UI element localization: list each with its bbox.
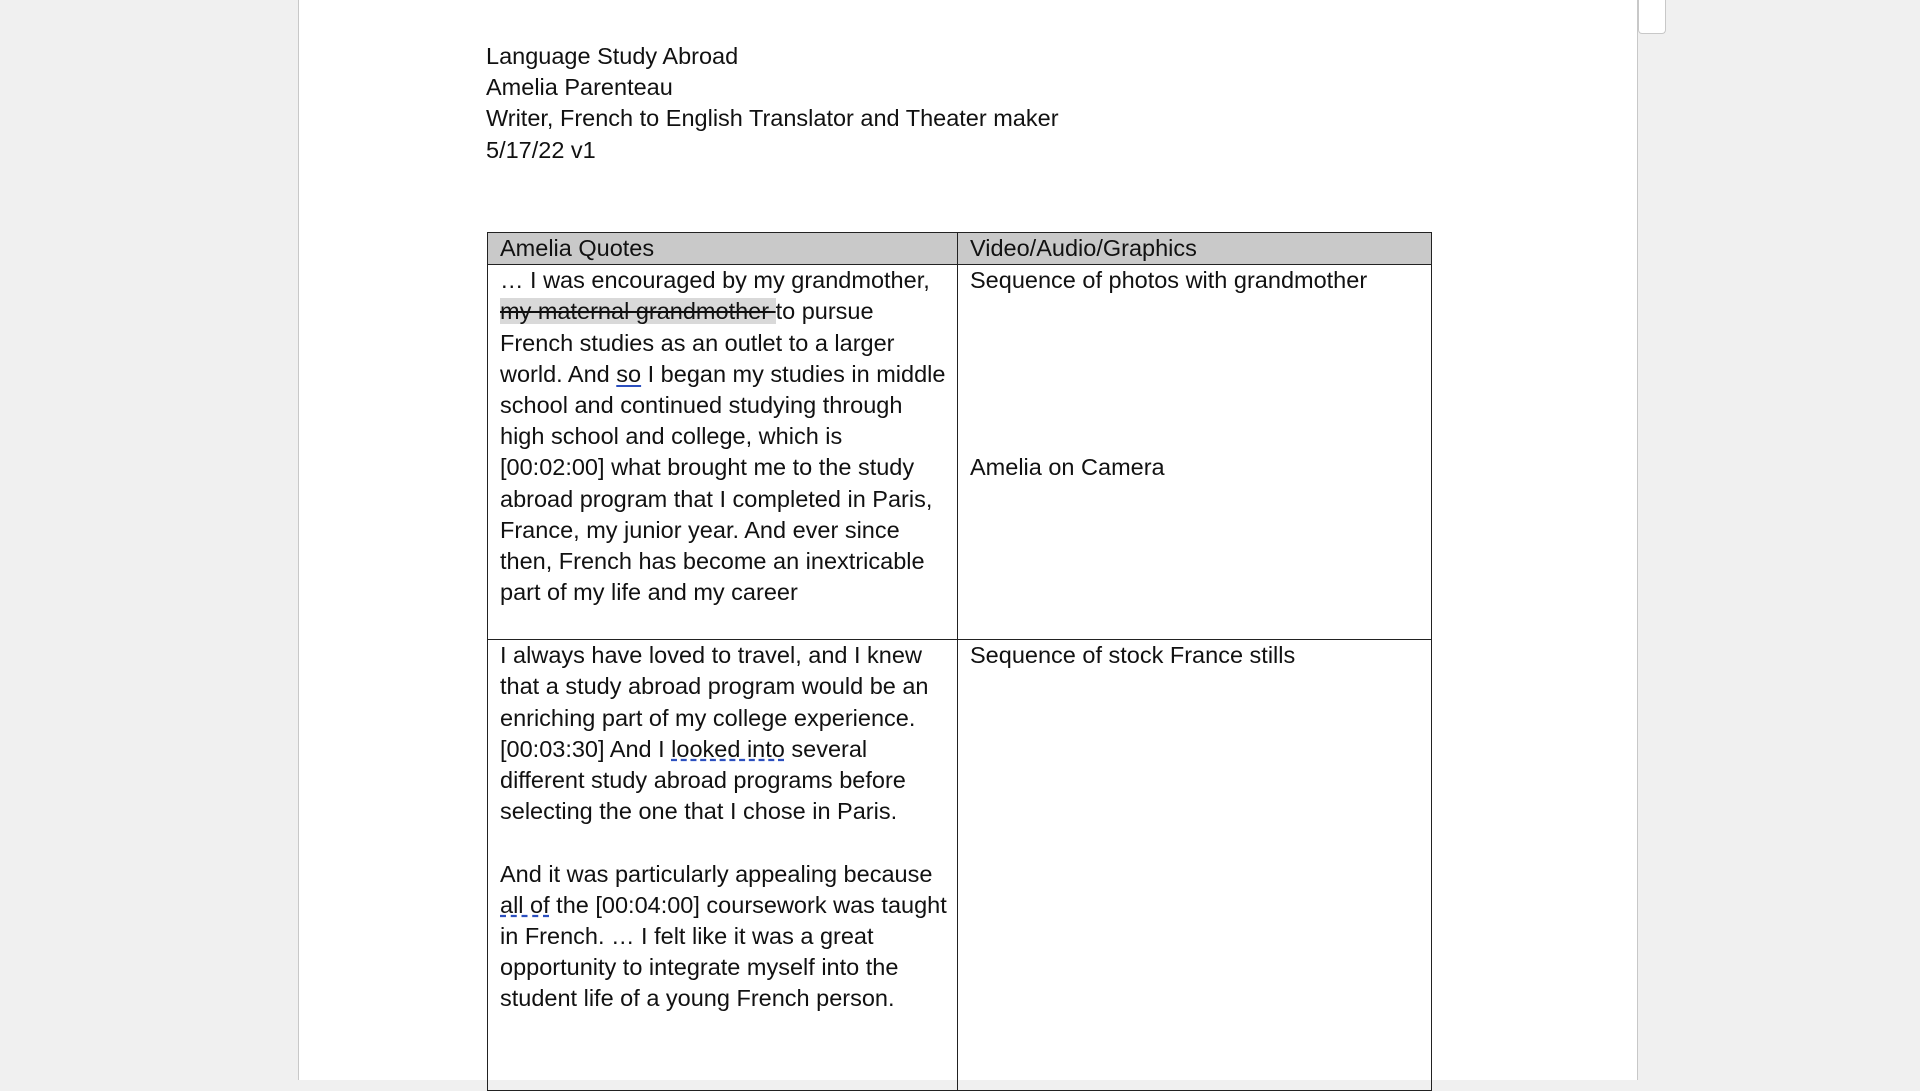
quote-text: … I was encouraged by my grandmother, — [500, 267, 930, 294]
document-title: Language Study Abroad — [486, 43, 739, 69]
grammar-flag[interactable]: all of — [500, 891, 550, 918]
quote-text: to pursue French studies as an outlet to a larger world. And — [500, 298, 895, 387]
header-quotes: Amelia Quotes — [488, 233, 958, 265]
author-name: Amelia Parenteau — [486, 74, 673, 101]
header-video-audio-graphics: Video/Audio/Graphics — [958, 233, 1432, 265]
grammar-flag[interactable]: so — [616, 360, 642, 387]
visual-cue: Sequence of stock France stills — [970, 642, 1296, 669]
visual-cue-cell[interactable] — [958, 265, 1432, 640]
struck-text: my maternal grandmother — [500, 298, 776, 325]
quote-cell[interactable] — [488, 640, 958, 1091]
table-header-row — [488, 233, 1432, 265]
scrollbar-thumb[interactable] — [1638, 0, 1666, 34]
script-table — [487, 232, 1432, 1091]
date-version: 5/17/22 v1 — [486, 136, 596, 163]
author-role: Writer, French to English Translator and Theater maker — [486, 105, 1059, 132]
quote-cell[interactable] — [488, 265, 958, 640]
document-header — [486, 41, 1059, 166]
table-row — [488, 265, 1432, 640]
visual-cue-cell[interactable] — [958, 640, 1432, 1091]
grammar-flag[interactable]: looked into — [671, 735, 785, 762]
quote-text: I began my studies in middle school and continued studying through high school and college, which is [00:02:00] what brought me to the study abroad program that I completed in Paris, France, my junior year. And ever since then, French has become an inextricable part of my life and my career — [500, 360, 946, 606]
quote-text: I always have loved to travel, and I knew that a study abroad program would be an enriching part of my college experience. [00:03:30] And I — [500, 642, 929, 762]
quote-text: the [00:04:00] coursework was taught in French. … I felt like it was a great opportunity to integrate myself into the student life of a young French person. — [500, 891, 947, 1012]
table-row — [488, 640, 1432, 1091]
quote-text: several different study abroad programs before selecting the one that I chose in Paris. — [500, 735, 906, 825]
quote-text: And it was particularly appealing because — [500, 860, 933, 887]
quote-paragraph — [500, 859, 947, 1015]
visual-cue: Amelia on Camera — [970, 454, 1165, 481]
paragraph-gap — [500, 827, 947, 858]
visual-cue: Sequence of photos with grandmother — [970, 267, 1368, 294]
quote-paragraph — [500, 640, 947, 827]
